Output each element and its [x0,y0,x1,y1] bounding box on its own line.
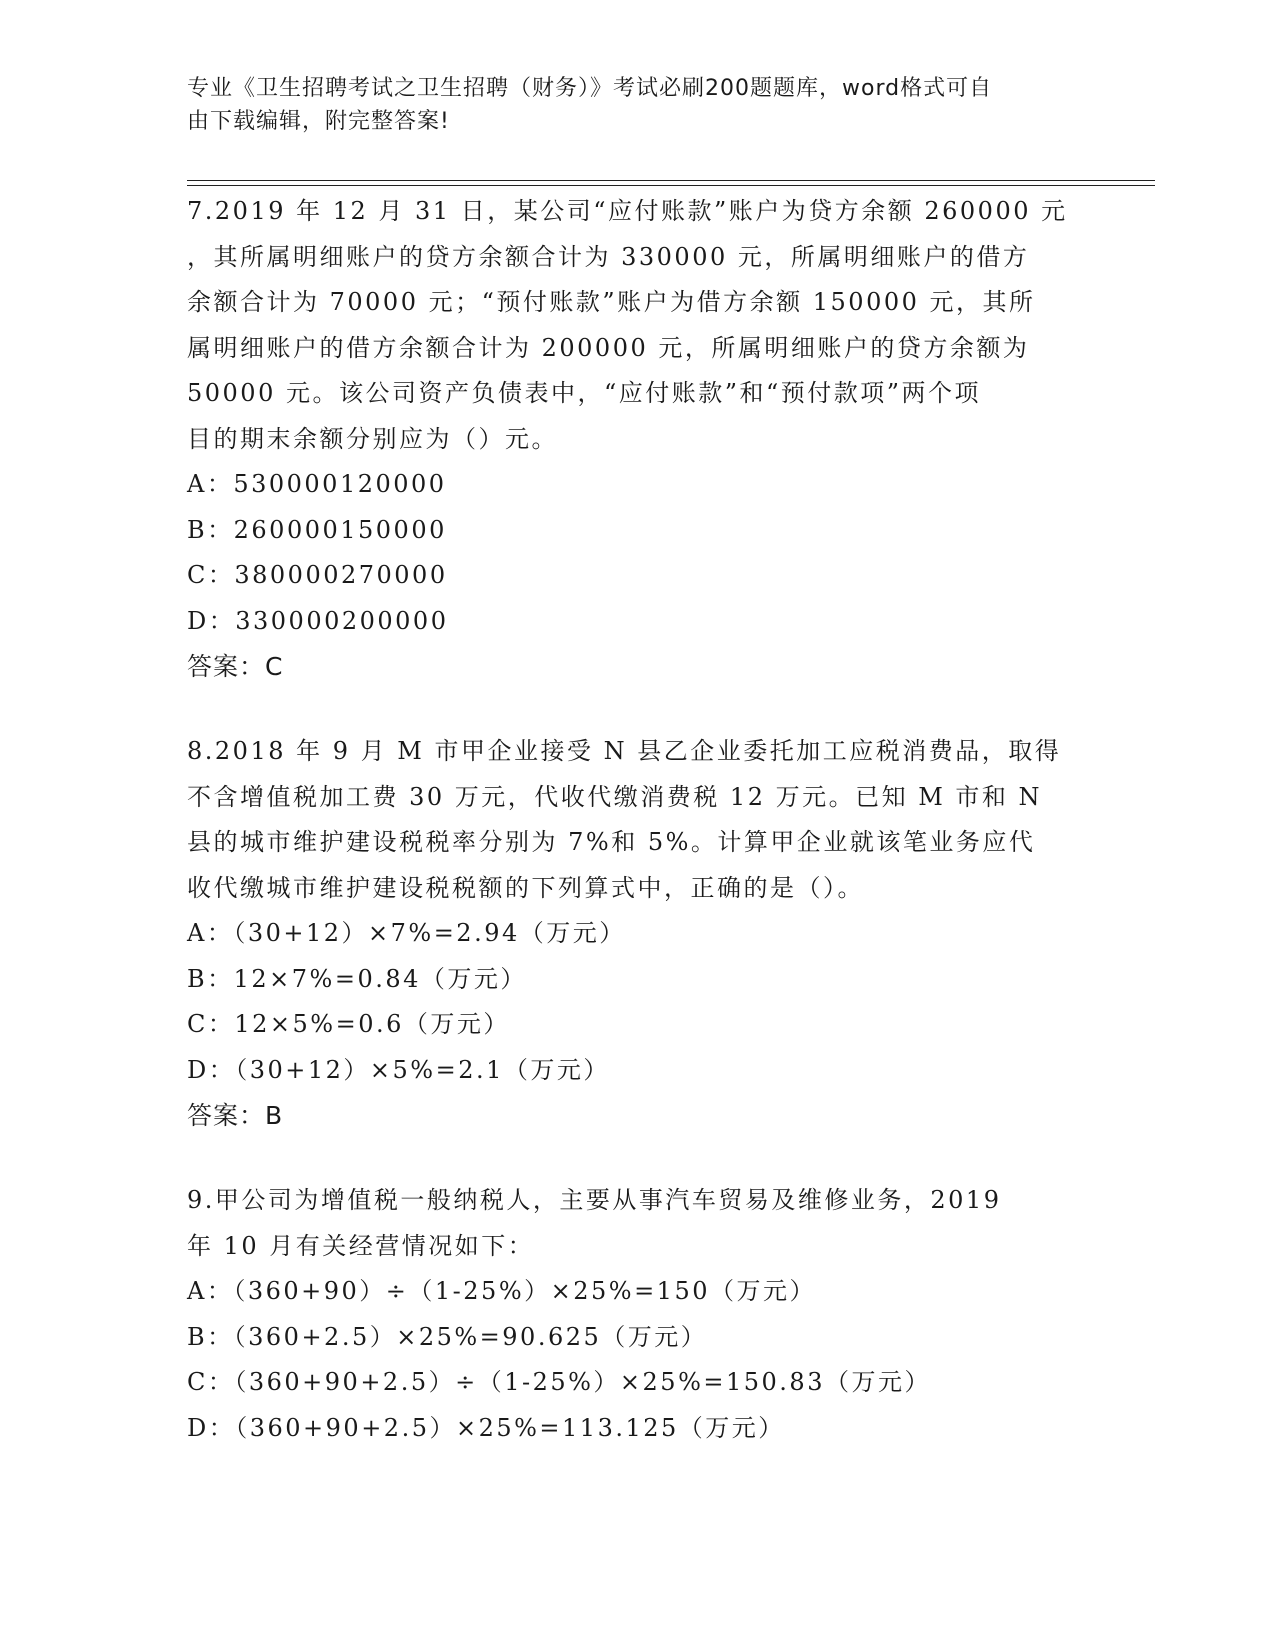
question-stem-line: ，其所属明细账户的贷方余额合计为 330000 元，所属明细账户的借方 [187,242,1030,271]
header-line-2: 由下载编辑，附完整答案! [187,109,450,134]
question-spacer [187,1138,1087,1178]
header-divider-bottom [187,185,1155,186]
question-stem-line: 8.2018 年 9 月 M 市甲企业接受 N 县乙企业委托加工应税消费品，取得 [187,737,1062,765]
question-spacer [187,689,1087,729]
question-list [187,189,1087,1451]
option-a: A：（360+90）÷（1-25%）×25%=150（万元） [187,1277,816,1305]
answer-label: 答案：C [187,652,284,681]
question-stem-line: 目的期末余额分别应为（）元。 [187,424,558,453]
document-header [187,72,1067,138]
answer-label: 答案：B [187,1101,284,1130]
question-9 [187,1178,1087,1451]
question-8 [187,729,1087,1138]
question-stem-line: 属明细账户的借方余额合计为 200000 元，所属明细账户的贷方余额为 [187,333,1030,362]
question-stem-line: 7.2019 年 12 月 31 日，某公司“应付账款”账户为贷方余额 260000 元 [187,197,1068,225]
option-b: B：260000150000 [187,515,447,544]
option-c: C：（360+90+2.5）÷（1-25%）×25%=150.83（万元） [187,1368,931,1396]
option-c: C：380000270000 [187,561,448,589]
option-d: D：（30+12）×5%=2.1（万元） [187,1055,610,1084]
option-b: B：12×7%=0.84（万元） [187,964,527,993]
question-stem-line: 9.甲公司为增值税一般纳税人，主要从事汽车贸易及维修业务，2019 [187,1186,1002,1214]
option-d: D：330000200000 [187,606,449,635]
option-c: C：12×5%=0.6（万元） [187,1010,510,1038]
question-7 [187,189,1087,689]
option-b: B：（360+2.5）×25%=90.625（万元） [187,1322,708,1351]
option-d: D：（360+90+2.5）×25%=113.125（万元） [187,1413,785,1442]
option-a: A：（30+12）×7%=2.94（万元） [187,919,626,947]
question-stem-line: 50000 元。该公司资产负债表中，“应付账款”和“预付款项”两个项 [187,379,982,407]
question-stem-line: 收代缴城市维护建设税税额的下列算式中，正确的是（）。 [187,873,864,902]
header-line-1: 专业《卫生招聘考试之卫生招聘（财务）》考试必刷200题题库，word格式可自 [187,76,993,101]
question-stem-line: 年 10 月有关经营情况如下： [187,1231,535,1260]
question-stem-line: 县的城市维护建设税税率分别为 7%和 5%。计算甲企业就该笔业务应代 [187,828,1036,856]
question-stem-line: 不含增值税加工费 30 万元，代收代缴消费税 12 万元。已知 M 市和 N [187,782,1043,811]
option-a: A：530000120000 [187,470,447,498]
header-divider-top [187,180,1155,181]
question-stem-line: 余额合计为 70000 元；“预付账款”账户为借方余额 150000 元，其所 [187,288,1036,316]
